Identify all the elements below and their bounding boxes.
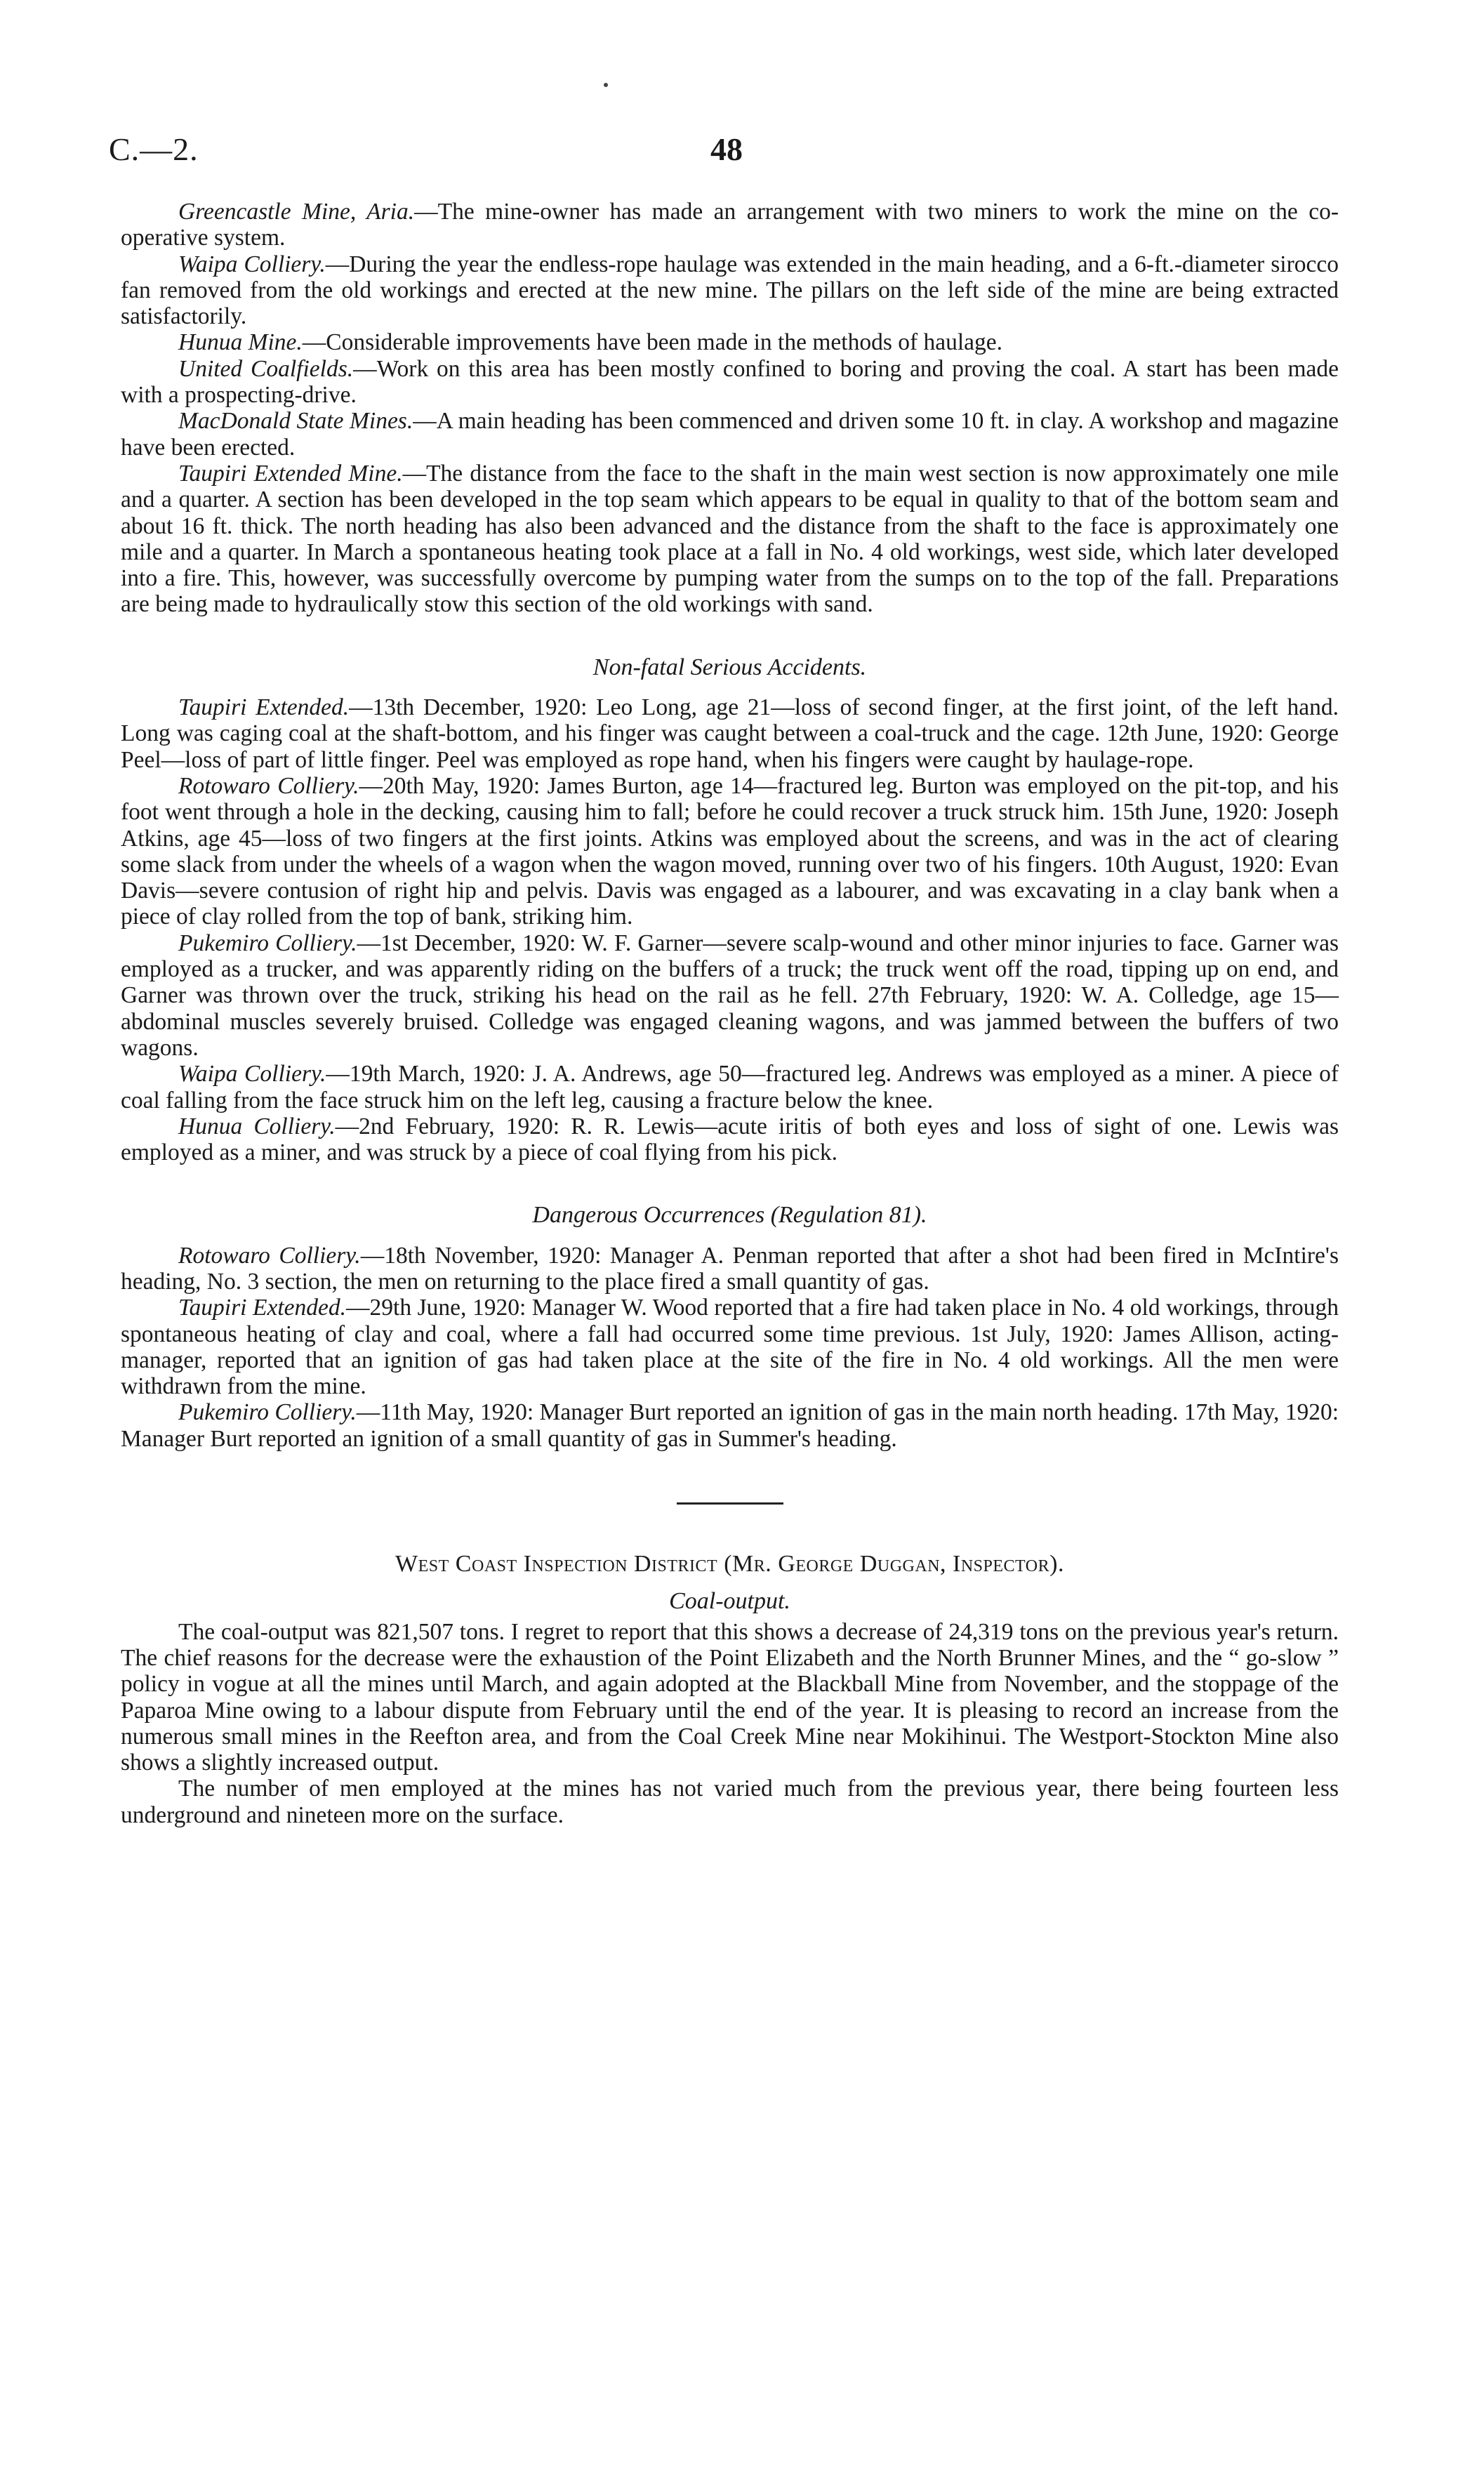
heading-coal-output: Coal-output. (669, 1588, 790, 1615)
paragraph: Taupiri Extended.—29th June, 1920: Manager W. Wood reported that a fire had taken place in No. 4 old workings, through spontaneous heating of clay and coal, where a fall had occurred some time previous. 1st July, 1920: James Allison, acting-manager, reported that an ignition of gas had taken place at the site of the fire in No. 4 old workings. All the men were withdrawn from the mine. (121, 1295, 1339, 1400)
paragraph: Hunua Colliery.—2nd February, 1920: R. R. Lewis—acute iritis of both eyes and loss of sight of one. Lewis was employed as a miner, and was struck by a piece of coal flying from his pick. (121, 1113, 1339, 1166)
stray-mark (604, 83, 608, 87)
district-heading: West Coast Inspection District (Mr. George Duggan, Inspector). (395, 1551, 1064, 1578)
page-body (121, 199, 1339, 1828)
paragraph: Greencastle Mine, Aria.—The mine-owner has made an arrangement with two miners to work the mine on the co-operative system. (121, 199, 1339, 251)
section-divider (677, 1502, 783, 1505)
section-mines (121, 199, 1339, 618)
report-code: C.—2. (109, 131, 199, 167)
heading-dangerous-occurrences: Dangerous Occurrences (Regulation 81). (532, 1202, 927, 1229)
paragraph: Waipa Colliery.—19th March, 1920: J. A. Andrews, age 50—fractured leg. Andrews was employed as a miner. A piece of coal falling from the face struck him on the left leg, causing a fracture below the knee. (121, 1061, 1339, 1113)
paragraph: Hunua Mine.—Considerable improvements have been made in the methods of haulage. (178, 329, 1003, 356)
section-dangerous-occurrences (121, 1243, 1339, 1452)
paragraph: Rotowaro Colliery.—20th May, 1920: James Burton, age 14—fractured leg. Burton was employed on the pit-top, and his foot went through a hole in the decking, causing him to fall; before he could recover a truck struck him. 15th June, 1920: Joseph Atkins, age 45—loss of two fingers at the first joints. Atkins was employed about the screens, and was in the act of clearing some slack from under the wheels of a wagon when the wagon moved, running over two of his fingers. 10th August, 1920: Evan Davis—severe contusion of right hip and pelvis. Davis was engaged as a labourer, and was excavating in a clay bank when a piece of clay rolled from the top of bank, striking him. (121, 772, 1339, 930)
heading-accidents: Non-fatal Serious Accidents. (592, 654, 867, 680)
paragraph: Pukemiro Colliery.—1st December, 1920: W. F. Garner—severe scalp-wound and other minor injuries to face. Garner was employed as a trucker, and was apparently riding on the buffers of a truck; the truck went off the road, tipping up on end, and Garner was thrown over the truck, striking his head on the rail as he fell. 27th February, 1920: W. A. Colledge, age 15—abdominal muscles severely bruised. Colledge was engaged cleaning wagons, and was jammed between the buffers of two wagons. (121, 930, 1339, 1061)
section-accidents (121, 694, 1339, 1165)
paragraph: Rotowaro Colliery.—18th November, 1920: Manager A. Penman reported that after a shot had been fired in McIntire's heading, No. 3 section, the men on returning to the place fired a small quantity of gas. (121, 1242, 1339, 1295)
section-coal-output (121, 1619, 1339, 1828)
paragraph: MacDonald State Mines.—A main heading has been commenced and driven some 10 ft. in clay. A workshop and magazine have been erected. (121, 408, 1339, 461)
paragraph: Pukemiro Colliery.—11th May, 1920: Manager Burt reported an ignition of gas in the main north heading. 17th May, 1920: Manager Burt reported an ignition of a small quantity of gas in Summer's heading. (121, 1399, 1339, 1452)
paragraph: Taupiri Extended.—13th December, 1920: Leo Long, age 21—loss of second finger, at the first joint, of the left hand. Long was caging coal at the shaft-bottom, and his finger was caught between a coal-truck and the cage. 12th June, 1920: George Peel—loss of part of little finger. Peel was employed as rope hand, when his fingers were caught by haulage-rope. (121, 694, 1339, 773)
page-number: 48 (710, 131, 743, 167)
paragraph: The coal-output was 821,507 tons. I regret to report that this shows a decrease of 24,319 tons on the previous year's return. The chief reasons for the decrease were the exhaustion of the Point Elizabeth and the North Brunner Mines, and the “ go-slow ” policy in vogue at all the mines until March, and again adopted at the Blackball Mine from November, and the stoppage of the Paparoa Mine owing to a labour dispute from February until the end of the year. It is pleasing to record an increase from the numerous small mines in the Reefton area, and from the Coal Creek Mine near Mokihinui. The Westport-Stockton Mine also shows a slightly increased output. (121, 1618, 1339, 1776)
paragraph: Taupiri Extended Mine.—The distance from the face to the shaft in the main west section is now approximately one mile and a quarter. A section has been developed in the top seam which appears to be equal in quality to that of the bottom seam and about 16 ft. thick. The north heading has also been advanced and the distance from the shaft to the face is approximately one mile and a quarter. In March a spontaneous heating took place at a fall in No. 4 old workings, west side, which later developed into a fire. This, however, was successfully overcome by pumping water from the sumps on to the top of the fall. Preparations are being made to hydraulically stow this section of the old workings with sand. (121, 460, 1339, 618)
paragraph: The number of men employed at the mines has not varied much from the previous year, there being fourteen less underground and nineteen more on the surface. (121, 1776, 1339, 1828)
paragraph: United Coalfields.—Work on this area has been mostly confined to boring and proving the coal. A start has been made with a prospecting-drive. (121, 355, 1339, 409)
paragraph: Waipa Colliery.—During the year the endless-rope haulage was extended in the main heading, and a 6-ft.-diameter sirocco fan removed from the old workings and erected at the new mine. The pillars on the left side of the mine are being extracted satisfactorily. (121, 251, 1339, 330)
